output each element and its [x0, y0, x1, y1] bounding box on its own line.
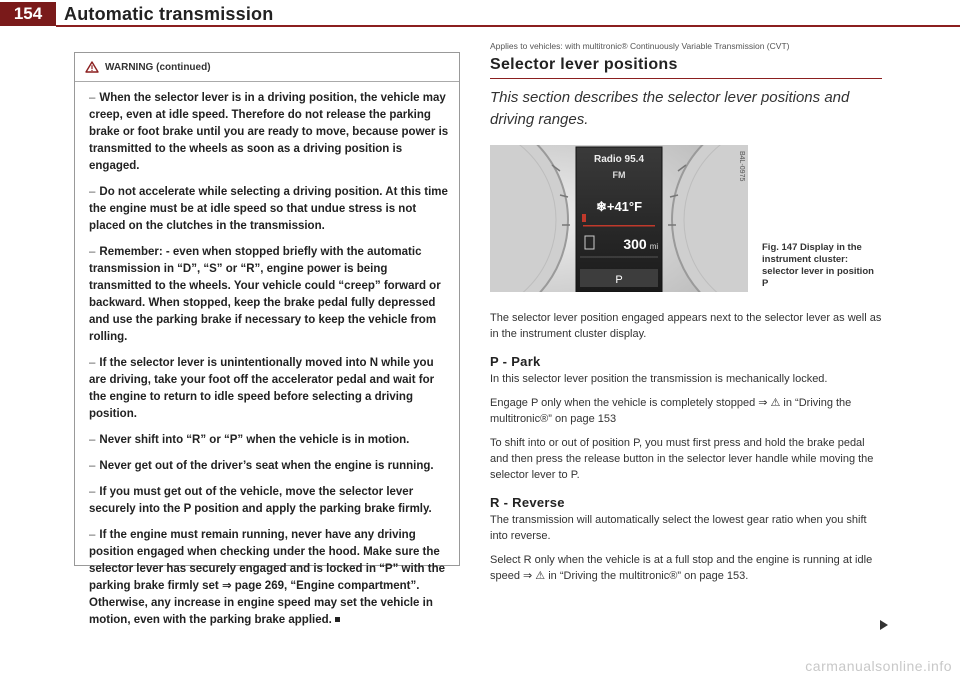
body-text [490, 310, 886, 592]
warning-heading-text: WARNING (continued) [105, 61, 211, 73]
instrument-cluster-illustration [490, 145, 748, 292]
body-paragraph: In this selector lever position the transmission is mechanically locked. [490, 373, 828, 385]
header-divider [56, 25, 960, 27]
section-divider [490, 78, 882, 79]
gear-indicator: P [615, 274, 623, 286]
warning-triangle-icon [85, 61, 99, 73]
warning-item: – If the engine must remain running, never have any driving position engaged when checking under the hood. Make sure the selector lever has securely engaged and is locked in “P” with the parking brake firmly set ⇒ page 269, “Engine compartment”. Otherwise, any increase in engine speed may set the vehicle in motion, even with the parking brake applied. [89, 529, 445, 626]
warning-box [74, 52, 460, 626]
range-readout: 300 [623, 236, 647, 252]
figure-code: B4L-0975 [738, 151, 745, 182]
warning-item: – Do not accelerate while selecting a driving position. At this time the engine must be at idle speed so that undue stress is not placed on the clutches in the transmission. [89, 186, 448, 232]
body-paragraph: The transmission will automatically select the lowest gear ratio when you shift into reverse. [490, 514, 867, 542]
body-paragraph: To shift into or out of position P, you must first press and hold the brake pedal and then press the release button in the selector lever handle while moving the selector lever to P. [490, 437, 874, 481]
outside-temp-readout: ❄+41°F [595, 199, 643, 214]
warning-item: – Never get out of the driver’s seat when the engine is running. [89, 460, 434, 472]
section-header [490, 40, 886, 131]
end-mark-icon [335, 617, 340, 622]
radio-band-label: FM [612, 170, 626, 180]
section-title: Selector lever positions [490, 56, 678, 73]
warning-item: – When the selector lever is in a driving position, the vehicle may creep, even at idle speed. Therefore do not release the parking brake or foot brake until you are ready to move, because power is transmitted to the wheels as soon as a driving position is engaged. [89, 92, 449, 172]
body-paragraph: The selector lever position engaged appears next to the selector lever as well as in the instrument cluster display. [490, 312, 882, 340]
instrument-cluster-figure [490, 145, 748, 292]
page-header [0, 0, 960, 32]
warning-item: – Remember: - even when stopped briefly with the automatic transmission in “D”, “S” or “R”, engine power is being transmitted to the wheels. Your vehicle could “creep” forward or backward. When stopped, keep the brake pedal fully depressed and use the parking brake if necessary to keep the vehicle from rolling. [89, 246, 441, 343]
reverse-heading: R - Reverse [490, 495, 565, 510]
range-unit: mi [649, 242, 659, 251]
section-intro: This section describes the selector lever positions and driving ranges. [490, 89, 850, 128]
park-heading: P - Park [490, 354, 541, 369]
warning-item: – Never shift into “R” or “P” when the vehicle is in motion. [89, 434, 410, 446]
warning-item: – If the selector lever is unintentionally moved into N while you are driving, take your foot off the accelerator pedal and wait for the engine to return to idle speed before selecting a driving position. [89, 357, 435, 420]
warning-body [75, 82, 459, 629]
figure-caption: Fig. 147 Display in the instrument cluster: selector lever in position P [762, 242, 874, 289]
applies-to: Applies to vehicles: with multitronic® Continuously Variable Transmission (CVT) [490, 41, 790, 51]
body-paragraph: Engage P only when the vehicle is completely stopped ⇒ ⚠ in “Driving the multitronic®” on page 153 [490, 397, 852, 425]
warning-item: – If you must get out of the vehicle, move the selector lever securely into the P position and apply the parking brake firmly. [89, 486, 432, 515]
chapter-title: Automatic transmission [64, 4, 274, 24]
body-paragraph: Select R only when the vehicle is at a full stop and the engine is running at idle speed ⇒ ⚠ in “Driving the multitronic®” on page 153. [490, 554, 873, 582]
radio-station-label: Radio 95.4 [593, 154, 645, 165]
next-page-arrow-icon [880, 620, 888, 630]
watermark: carmanualsonline.info [805, 658, 952, 674]
page-number: 154 [0, 2, 56, 26]
warning-heading [75, 53, 459, 82]
